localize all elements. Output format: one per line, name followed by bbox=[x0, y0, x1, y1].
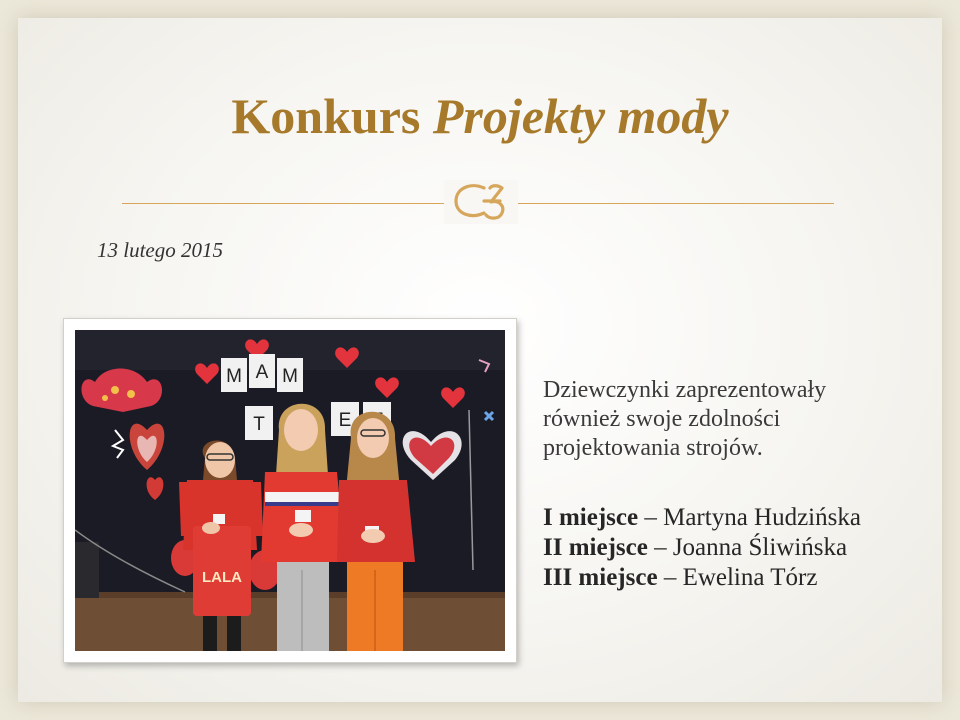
title-plain: Konkurs bbox=[231, 88, 433, 144]
description-line: Dziewczynki zaprezentowały bbox=[543, 377, 827, 403]
flourish-ornament-icon bbox=[444, 180, 518, 224]
winner-row-3 bbox=[543, 563, 943, 593]
banner-letter: M bbox=[226, 366, 242, 387]
slide-title bbox=[0, 84, 960, 148]
winner-dash: – bbox=[647, 534, 673, 561]
winner-dash: – bbox=[638, 504, 664, 531]
winners-list bbox=[543, 503, 943, 593]
title-divider-left bbox=[122, 203, 452, 204]
winner-name: Martyna Hudzińska bbox=[663, 504, 861, 531]
winner-dash: – bbox=[657, 564, 683, 591]
winner-row-2 bbox=[543, 533, 943, 563]
title-italic: Projekty mody bbox=[432, 88, 729, 144]
winner-name: Ewelina Tórz bbox=[682, 564, 818, 591]
apron-text: LALA bbox=[202, 569, 242, 586]
banner-letter: M bbox=[282, 366, 298, 387]
winner-row-1 bbox=[543, 503, 943, 533]
description-line: projektowania strojów. bbox=[543, 435, 763, 461]
title-divider-right bbox=[516, 203, 834, 204]
winner-place: II miejsce bbox=[543, 534, 648, 561]
description-text bbox=[543, 376, 933, 463]
event-photo bbox=[75, 330, 505, 651]
winner-name: Joanna Śliwińska bbox=[672, 534, 848, 561]
slide-date: 13 lutego 2015 bbox=[97, 238, 223, 262]
photo-frame bbox=[63, 318, 517, 663]
winner-place: I miejsce bbox=[543, 504, 639, 531]
banner-letter: E bbox=[338, 410, 352, 431]
description-line: również swoje zdolności bbox=[543, 406, 781, 432]
winner-place: III miejsce bbox=[543, 564, 658, 591]
banner-letter: A bbox=[255, 362, 269, 383]
banner-letter: T bbox=[253, 414, 265, 435]
